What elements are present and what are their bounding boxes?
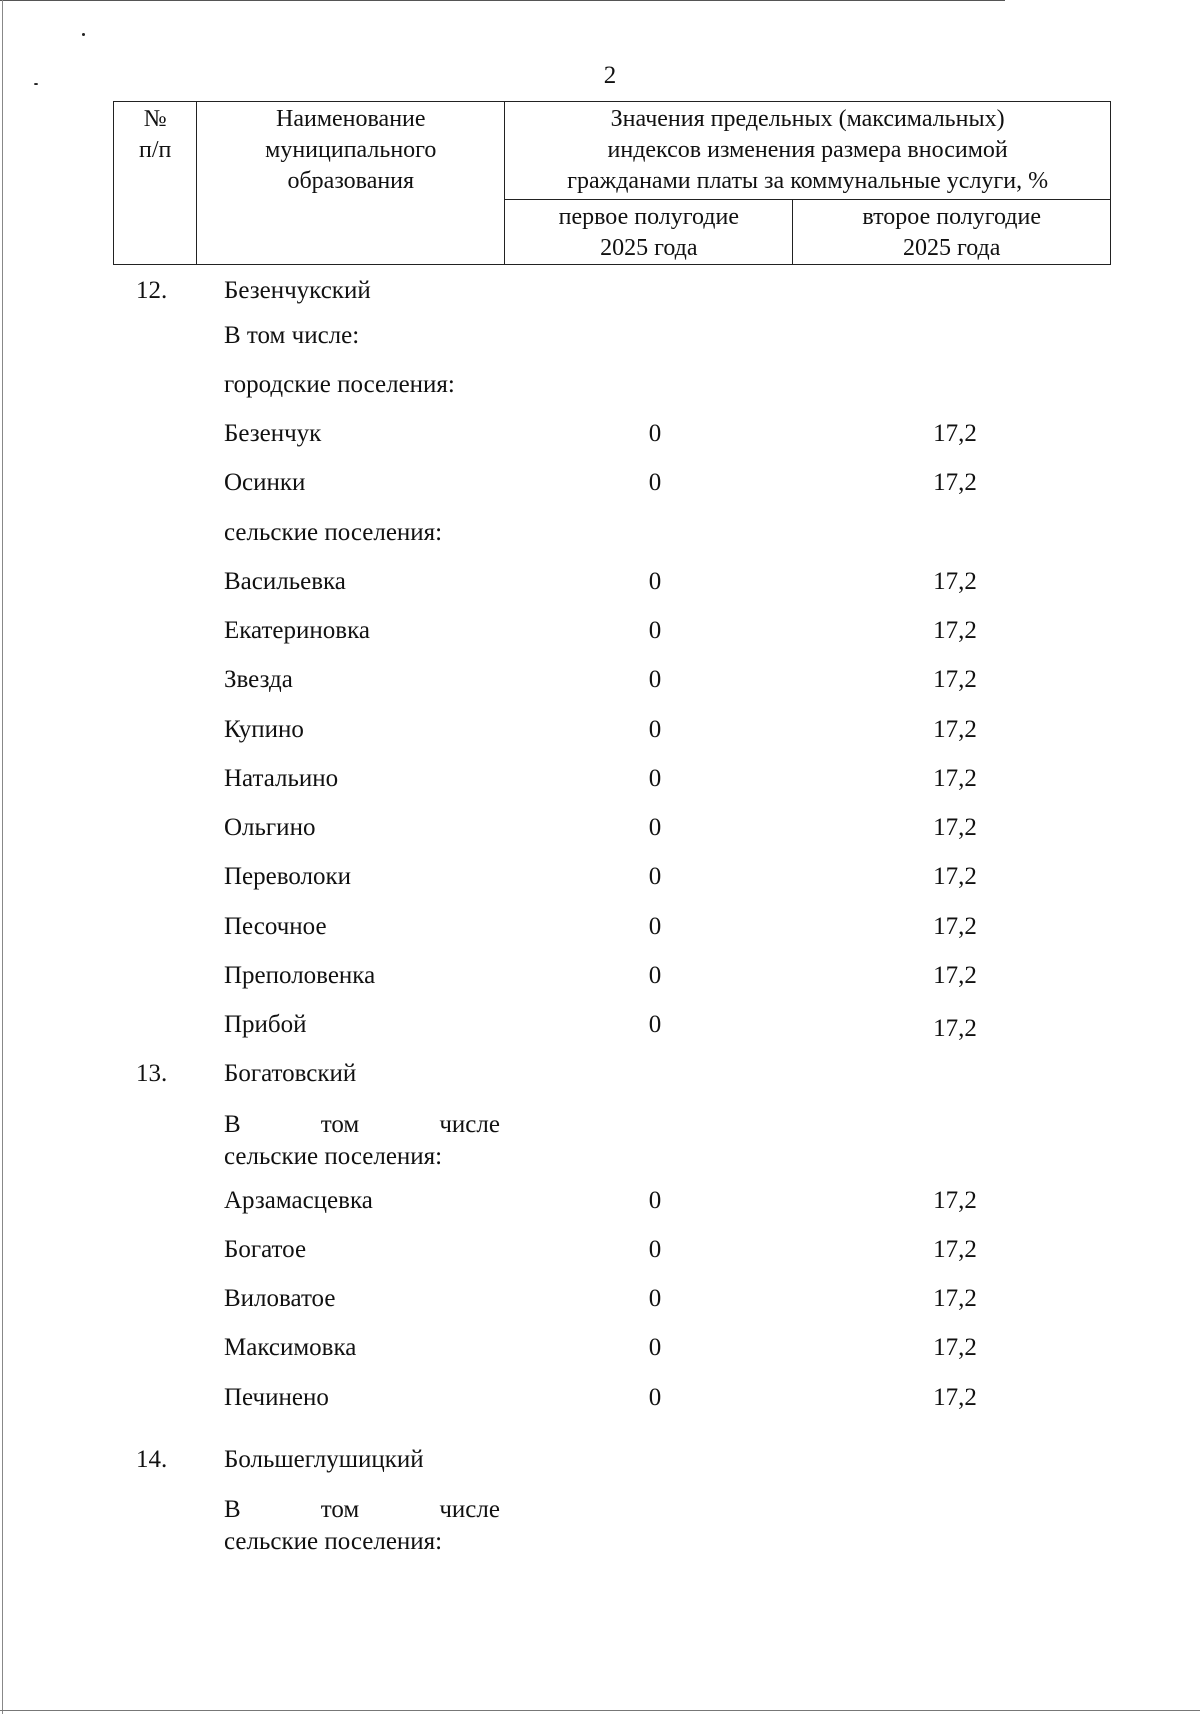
- row-value-second-half: 17,2: [933, 765, 977, 792]
- scan-speck: [34, 83, 38, 85]
- row-number: 13.: [136, 1060, 168, 1087]
- table-row: [0, 1185, 1200, 1217]
- table-row: [0, 1444, 1200, 1476]
- scan-edge-top: [0, 0, 1005, 1]
- row-value-first-half: 0: [648, 913, 662, 940]
- row-value-second-half: 17,2: [933, 962, 977, 989]
- row-value-second-half: 17,2: [933, 1236, 977, 1263]
- row-value-first-half: 0: [648, 420, 662, 447]
- header-second-half: второе полугодие 2025 года: [793, 200, 1111, 265]
- row-value-second-half: 17,2: [933, 716, 977, 743]
- table-row: [0, 517, 1200, 549]
- table-row: [0, 1382, 1200, 1414]
- row-name: Безенчукский: [224, 277, 371, 304]
- table-row: [0, 615, 1200, 647]
- row-value-second-half: 17,2: [933, 814, 977, 841]
- scan-speck: [82, 33, 85, 36]
- row-name: Преполовенка: [224, 962, 376, 989]
- table-row: [0, 911, 1200, 943]
- row-value-second-half: 17,2: [933, 420, 977, 447]
- row-value-second-half: 17,2: [933, 469, 977, 496]
- header-col-number: № п/п: [114, 102, 197, 265]
- row-name: Богатовский: [224, 1060, 357, 1087]
- row-value-first-half: 0: [648, 863, 662, 890]
- header-col-name: Наименование муниципального образования: [197, 102, 505, 265]
- row-name: сельские поселения:: [224, 519, 443, 546]
- row-name: Ольгино: [224, 814, 316, 841]
- row-value-second-half: 17,2: [933, 568, 977, 595]
- header-first-half: первое полугодие 2025 года: [505, 200, 793, 265]
- table-row: [0, 960, 1200, 992]
- row-name: Екатериновка: [224, 617, 370, 644]
- row-value-first-half: 0: [648, 666, 662, 693]
- row-name: В том числе:: [224, 322, 360, 349]
- row-name: Осинки: [224, 469, 306, 496]
- table-row: [0, 664, 1200, 696]
- row-name: Песочное: [224, 913, 327, 940]
- row-value-first-half: 0: [648, 1384, 662, 1411]
- row-name: Печинено: [224, 1384, 329, 1411]
- row-value-first-half: 0: [648, 814, 662, 841]
- table-row: [0, 467, 1200, 499]
- row-name: Прибой: [224, 1011, 307, 1038]
- row-value-first-half: 0: [648, 1334, 662, 1361]
- row-value-second-half: 17,2: [933, 1015, 977, 1042]
- row-value-first-half: 0: [648, 962, 662, 989]
- row-value-second-half: 17,2: [933, 1187, 977, 1214]
- row-name: Богатое: [224, 1236, 307, 1263]
- row-value-first-half: 0: [648, 617, 662, 644]
- row-name: Васильевка: [224, 568, 346, 595]
- justified-subheading: В том числе сельские поселения:: [224, 1111, 500, 1170]
- row-name: Арзамасцевка: [224, 1187, 373, 1214]
- row-name: Большеглушицкий: [224, 1446, 424, 1473]
- row-number: 12.: [136, 277, 168, 304]
- justified-subheading: В том числе сельские поселения:: [224, 1496, 500, 1555]
- row-name: городские поселения:: [224, 371, 455, 398]
- row-value-second-half: 17,2: [933, 913, 977, 940]
- row-name: Максимовка: [224, 1334, 357, 1361]
- row-value-second-half: 17,2: [933, 1384, 977, 1411]
- page-number: 2: [603, 62, 617, 89]
- row-number: 14.: [136, 1446, 168, 1473]
- table-row: [0, 812, 1200, 844]
- table-row: [0, 320, 1200, 352]
- row-value-first-half: 0: [648, 716, 662, 743]
- row-value-first-half: 0: [648, 469, 662, 496]
- table-row: [0, 418, 1200, 450]
- row-value-first-half: 0: [648, 1236, 662, 1263]
- table-row: [0, 1332, 1200, 1364]
- table-row: [0, 1058, 1200, 1090]
- row-name: Звезда: [224, 666, 293, 693]
- row-name: Виловатое: [224, 1285, 336, 1312]
- row-value-second-half: 17,2: [933, 1334, 977, 1361]
- table-row: [0, 369, 1200, 401]
- table-row: [0, 1283, 1200, 1315]
- row-value-first-half: 0: [648, 1285, 662, 1312]
- table-row: [0, 566, 1200, 598]
- row-name: Купино: [224, 716, 304, 743]
- header-col-values: Значения предельных (максимальных) индексов изменения размера вносимой гражданами платы за коммунальные услуги, %: [505, 102, 1111, 200]
- row-value-second-half: 17,2: [933, 863, 977, 890]
- table-header: [113, 101, 1111, 265]
- table-row: [0, 1234, 1200, 1266]
- table-row: [0, 714, 1200, 746]
- row-value-second-half: 17,2: [933, 666, 977, 693]
- row-value-first-half: 0: [648, 1187, 662, 1214]
- table-row: [0, 763, 1200, 795]
- table-row: [0, 861, 1200, 893]
- row-value-second-half: 17,2: [933, 617, 977, 644]
- row-name: Натальино: [224, 765, 339, 792]
- row-value-second-half: 17,2: [933, 1285, 977, 1312]
- row-value-first-half: 0: [648, 765, 662, 792]
- table-row: [0, 1009, 1200, 1041]
- row-value-first-half: 0: [648, 1011, 662, 1038]
- row-value-first-half: 0: [648, 568, 662, 595]
- scan-edge-bottom: [0, 1710, 1200, 1711]
- table-row: [0, 275, 1200, 307]
- row-name: Безенчук: [224, 420, 322, 447]
- row-name: Переволоки: [224, 863, 352, 890]
